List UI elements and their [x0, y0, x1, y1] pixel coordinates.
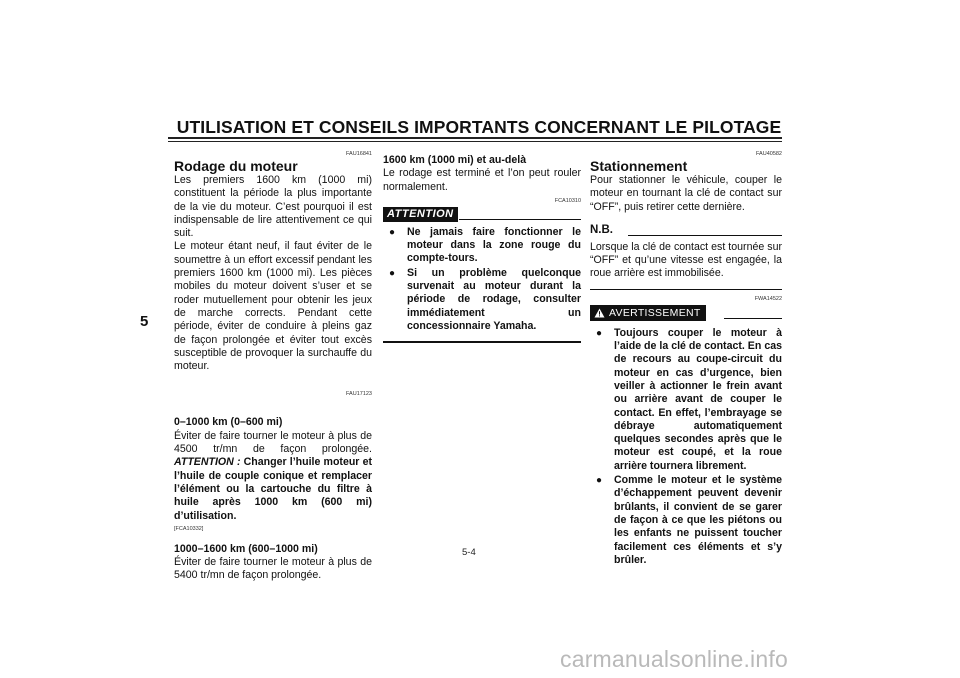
bullet-icon: ●: [596, 327, 603, 339]
list-item: [590, 327, 782, 473]
ref-code: FAU17123: [346, 391, 372, 398]
warning-list: [590, 327, 782, 567]
bullet-icon: ●: [389, 226, 396, 238]
banner-rule: [459, 219, 581, 221]
section-heading-parking: Stationnement: [590, 158, 688, 174]
warning-label-box: [590, 305, 706, 321]
list-item-text: Si un problème quelconque survenait au moteur durant la période de rodage, consulter immédiatement un concessionnaire Yamaha.: [407, 266, 581, 332]
paragraph: Pour stationner le véhicule, couper le moteur en tournant la clé de contact sur “OFF”, puis retirer cette dernière.: [590, 174, 782, 213]
ref-code: FAU40582: [756, 151, 782, 157]
note-end-rule: [590, 289, 782, 290]
page-number: 5-4: [462, 547, 476, 558]
paragraph: [174, 430, 372, 523]
attention-inline-label: ATTENTION :: [174, 456, 241, 469]
warning-banner: [590, 305, 782, 321]
bullet-icon: ●: [596, 475, 603, 487]
attention-inline-text: Changer l’huile moteur et l’huile de couple conique et remplacer l’élément ou la cartouche du filtre à huile après 1000 km (600 mi) d’utilisation.: [174, 456, 372, 522]
attention-banner: [383, 207, 581, 222]
subsection-heading: 1600 km (1000 mi) et au-delà: [383, 154, 527, 166]
list-item-text: Comme le moteur et le système d’échappement peuvent devenir brûlants, il convient de se garer de façon à ce que les piétons ou les enfants ne puissent toucher facilement ces éléments et s’y brûler.: [614, 474, 782, 566]
note-label: N.B.: [590, 223, 613, 236]
watermark: carmanualsonline.info: [560, 646, 788, 672]
paragraph: Le rodage est terminé et l’on peut rouler normalement.: [383, 167, 581, 193]
banner-rule: [724, 318, 782, 320]
section-end-rule: [383, 341, 581, 343]
list-item: [383, 267, 581, 333]
ref-code: FWA14522: [754, 295, 782, 302]
note-text: Lorsque la clé de contact est tournée sur “OFF” et qu’une vitesse est engagée, la roue arrière est immobilisée.: [590, 240, 782, 280]
note-rule: [628, 235, 782, 236]
page-title: UTILISATION ET CONSEILS IMPORTANTS CONCERNANT LE PILOTAGE: [176, 117, 782, 137]
bullet-icon: ●: [389, 267, 396, 279]
note-heading: [590, 224, 782, 238]
warning-label: AVERTISSEMENT: [609, 306, 701, 319]
section-heading-break-in: Rodage du moteur: [174, 158, 298, 174]
list-item-text: Ne jamais faire fonctionner le moteur dans la zone rouge du compte-tours.: [407, 225, 581, 265]
title-rule: [168, 137, 782, 139]
list-item: [383, 226, 581, 266]
list-item: [590, 474, 782, 567]
subsection-heading: 0–1000 km (0–600 mi): [174, 416, 283, 429]
title-rule-thin: [168, 141, 782, 142]
column-parking: [590, 151, 782, 568]
ref-code: FCA10310: [554, 197, 581, 204]
attention-list: [383, 226, 581, 333]
column-after-break-in: [383, 154, 581, 343]
paragraph: Éviter de faire tourner le moteur à plus de 5400 tr/mn de façon prolongée.: [174, 556, 372, 582]
subsection-heading: 1000–1600 km (600–1000 mi): [174, 542, 318, 555]
paragraph-text: Éviter de faire tourner le moteur à plus de 4500 tr/mn de façon prolongée.: [174, 429, 372, 456]
column-engine-break-in: [174, 151, 372, 583]
paragraph: Le moteur étant neuf, il faut éviter de le soumettre à un effort excessif pendant les premiers 1600 km (1000 mi). Les pièces mobiles du moteur doivent s’user et se roder mutuellement pour obtenir les jeux de marche corrects. Pendant cette période, éviter de conduire à pleins gaz de façon prolongée et éviter tout excès susceptible de provoquer la surchauffe du moteur.: [174, 240, 372, 373]
ref-code: [FCA10332]: [174, 525, 204, 532]
attention-label: ATTENTION: [383, 207, 458, 222]
paragraph: Les premiers 1600 km (1000 mi) constituent la période la plus importante de la vie du moteur. C’est pourquoi il est indispensable de lire attentivement ce qui suit.: [174, 174, 372, 240]
warning-triangle-icon: [594, 308, 605, 318]
list-item-text: Toujours couper le moteur à l’aide de la clé de contact. En cas de recours au coupe-circuit du moteur en cas d’urgence, bien veiller à actionner le frein avant ou arrière avant de couper le contact. En effet, l’embrayage se débraye automatiquement quelques secondes après que le moteur est coupé, et la roue arrière tournera librement.: [614, 326, 782, 472]
ref-code: FAU16841: [346, 151, 372, 157]
chapter-tab: 5: [140, 313, 149, 330]
